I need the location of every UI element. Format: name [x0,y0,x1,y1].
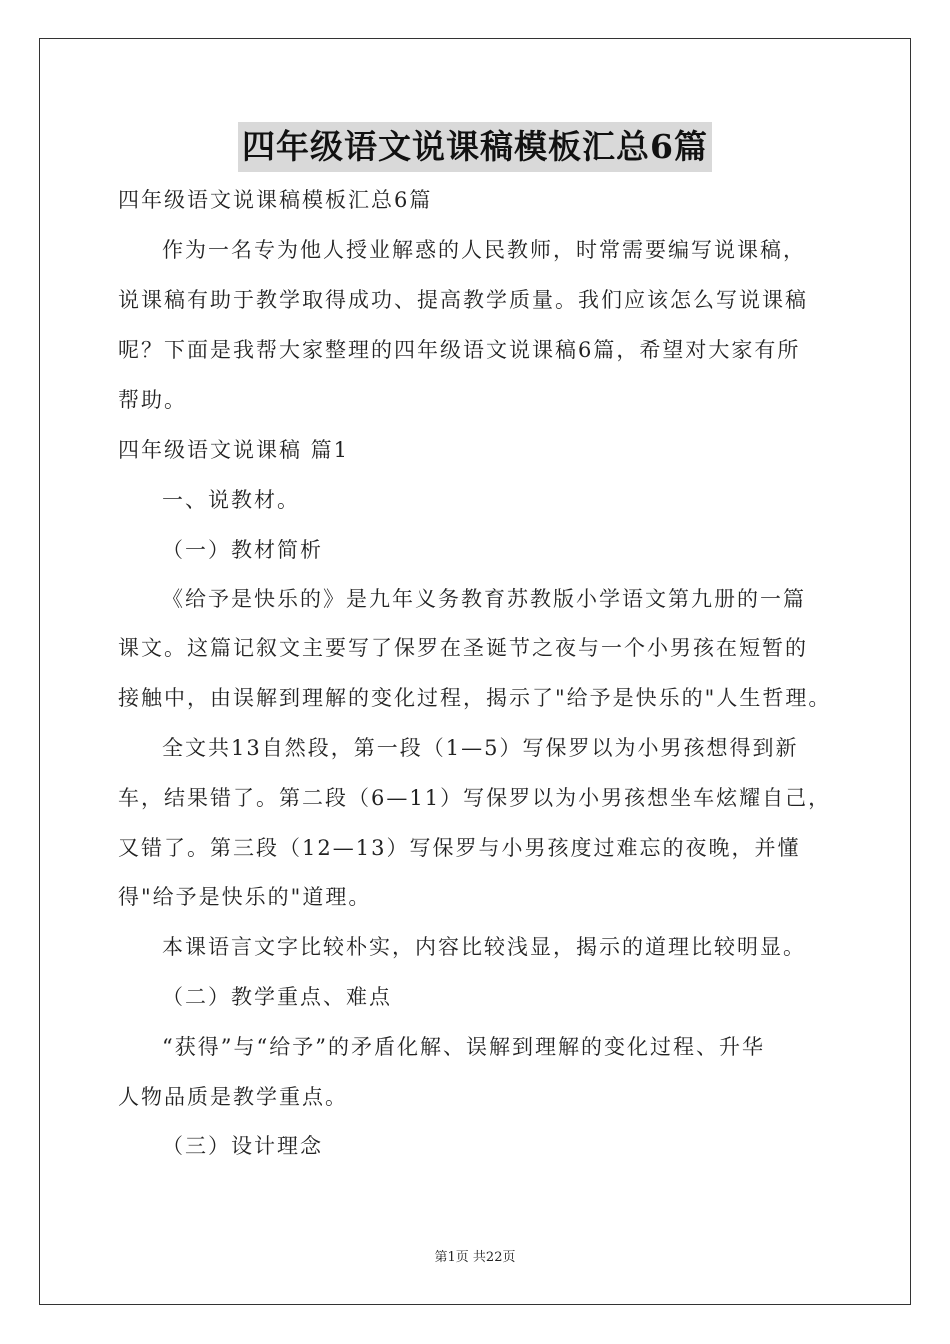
paragraph-line: 人物品质是教学重点。 [118,1085,348,1109]
document-title-wrap [0,122,950,172]
document-title: 四年级语文说课稿模板汇总6篇 [238,122,712,172]
subsection-heading: （二）教学重点、难点 [162,985,392,1009]
paragraph-line: 呢？下面是我帮大家整理的四年级语文说课稿6篇，希望对大家有所 [118,338,801,362]
paragraph-line: 本课语言文字比较朴实，内容比较浅显，揭示的道理比较明显。 [162,935,806,959]
paragraph-line: 说课稿有助于教学取得成功、提高教学质量。我们应该怎么写说课稿 [118,288,808,312]
subtitle-line: 四年级语文说课稿模板汇总6篇 [118,188,433,212]
page-frame [39,38,911,1305]
paragraph-line: 全文共13自然段，第一段（1—5）写保罗以为小男孩想得到新 [162,736,799,760]
paragraph-line: 《给予是快乐的》是九年义务教育苏教版小学语文第九册的一篇 [162,587,806,611]
paragraph-line: 课文。这篇记叙文主要写了保罗在圣诞节之夜与一个小男孩在短暂的 [118,636,808,660]
paragraph-line: 帮助。 [118,388,187,412]
paragraph-line: 又错了。第三段（12—13）写保罗与小男孩度过难忘的夜晚，并懂 [118,836,801,860]
section-heading: 四年级语文说课稿 篇1 [118,438,350,462]
paragraph-line: 作为一名专为他人授业解惑的人民教师，时常需要编写说课稿， [162,238,806,262]
page-footer: 第1页 共22页 [434,1250,516,1265]
paragraph-line: 车，结果错了。第二段（6—11）写保罗以为小男孩想坐车炫耀自己， [118,786,832,810]
paragraph-line: “获得”与“给予”的矛盾化解、误解到理解的变化过程、升华 [162,1035,765,1059]
subsection-heading: （一）教材简析 [162,538,323,562]
subsection-heading: （三）设计理念 [162,1134,323,1158]
paragraph-line: 得"给予是快乐的"道理。 [118,885,372,909]
subsection-heading: 一、说教材。 [162,488,300,512]
paragraph-line: 接触中，由误解到理解的变化过程，揭示了"给予是快乐的"人生哲理。 [118,686,832,710]
